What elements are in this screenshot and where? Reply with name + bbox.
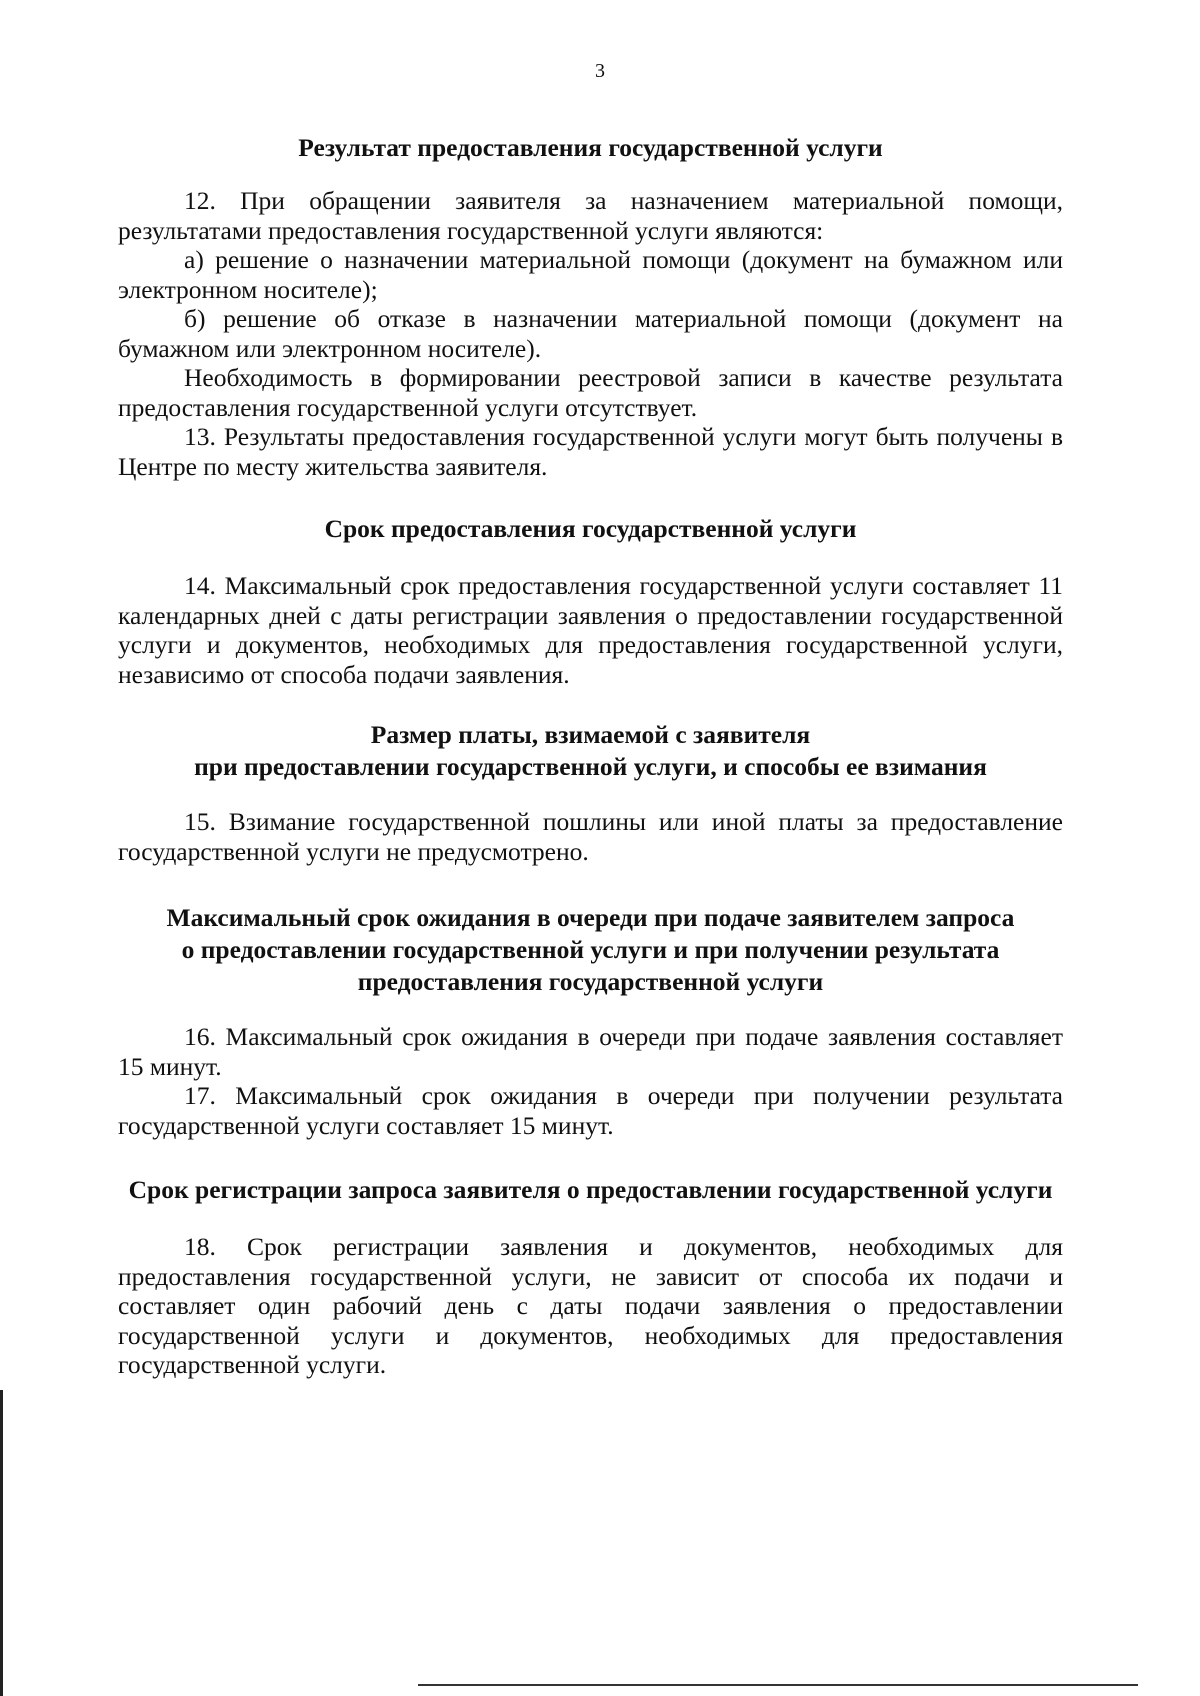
paragraph-13: 13. Результаты предоставления государственной услуги могут быть получены в Центре по месту жительства заявителя.: [118, 422, 1063, 481]
section-heading-fee-line2: при предоставлении государственной услуги, и способы ее взимания: [194, 752, 987, 781]
section-heading-term: Срок предоставления государственной услуги: [324, 514, 857, 543]
section-result: [118, 132, 1063, 481]
paragraph-18: 18. Срок регистрации заявления и документов, необходимых для предоставления государственной услуги, не зависит от способа их подачи и составляет один рабочий день с даты подачи заявления о предоставлении государственной услуги и документов, необходимых для предоставления государственной услуги.: [118, 1232, 1063, 1379]
scan-bottom-edge-line: [418, 1684, 1138, 1686]
section-heading-result: Результат предоставления государственной услуги: [298, 133, 883, 162]
section-term: [118, 513, 1063, 689]
section-heading-queue-line1: Максимальный срок ожидания в очереди при подаче заявителем запроса: [166, 903, 1015, 932]
paragraph-12b: б) решение об отказе в назначении материальной помощи (документ на бумажном или электронном носителе).: [118, 304, 1063, 363]
section-heading-queue: [118, 902, 1063, 998]
paragraph-registry: Необходимость в формировании реестровой записи в качестве результата предоставления государственной услуги отсутствует.: [118, 363, 1063, 422]
paragraph-17: 17. Максимальный срок ожидания в очереди при получении результата государственной услуги составляет 15 минут.: [118, 1081, 1063, 1140]
paragraph-16: 16. Максимальный срок ожидания в очереди при подаче заявления составляет 15 минут.: [118, 1022, 1063, 1081]
page-number: 3: [595, 60, 605, 82]
paragraph-12a: а) решение о назначении материальной помощи (документ на бумажном или электронном носителе);: [118, 245, 1063, 304]
section-fee: [118, 719, 1063, 866]
paragraph-14: 14. Максимальный срок предоставления государственной услуги составляет 11 календарных дней с даты регистрации заявления о предоставлении государственной услуги и документов, необходимых для предоставления государственной услуги, независимо от способа подачи заявления.: [118, 571, 1063, 689]
scan-left-edge-line: [0, 1390, 3, 1696]
section-registration: [118, 1174, 1063, 1380]
section-heading-fee: [118, 719, 1063, 783]
paragraph-12: 12. При обращении заявителя за назначением материальной помощи, результатами предоставления государственной услуги являются:: [118, 186, 1063, 245]
section-queue: [118, 902, 1063, 1140]
paragraph-15: 15. Взимание государственной пошлины или иной платы за предоставление государственной услуги не предусмотрено.: [118, 807, 1063, 866]
section-heading-fee-line1: Размер платы, взимаемой с заявителя: [370, 720, 811, 749]
document-body: [118, 132, 1063, 1380]
section-heading-queue-line2: о предоставлении государственной услуги и при получении результата: [181, 935, 1000, 964]
section-heading-registration: Срок регистрации запроса заявителя о предоставлении государственной услуги: [128, 1175, 1053, 1204]
section-heading-queue-line3: предоставления государственной услуги: [357, 967, 824, 996]
